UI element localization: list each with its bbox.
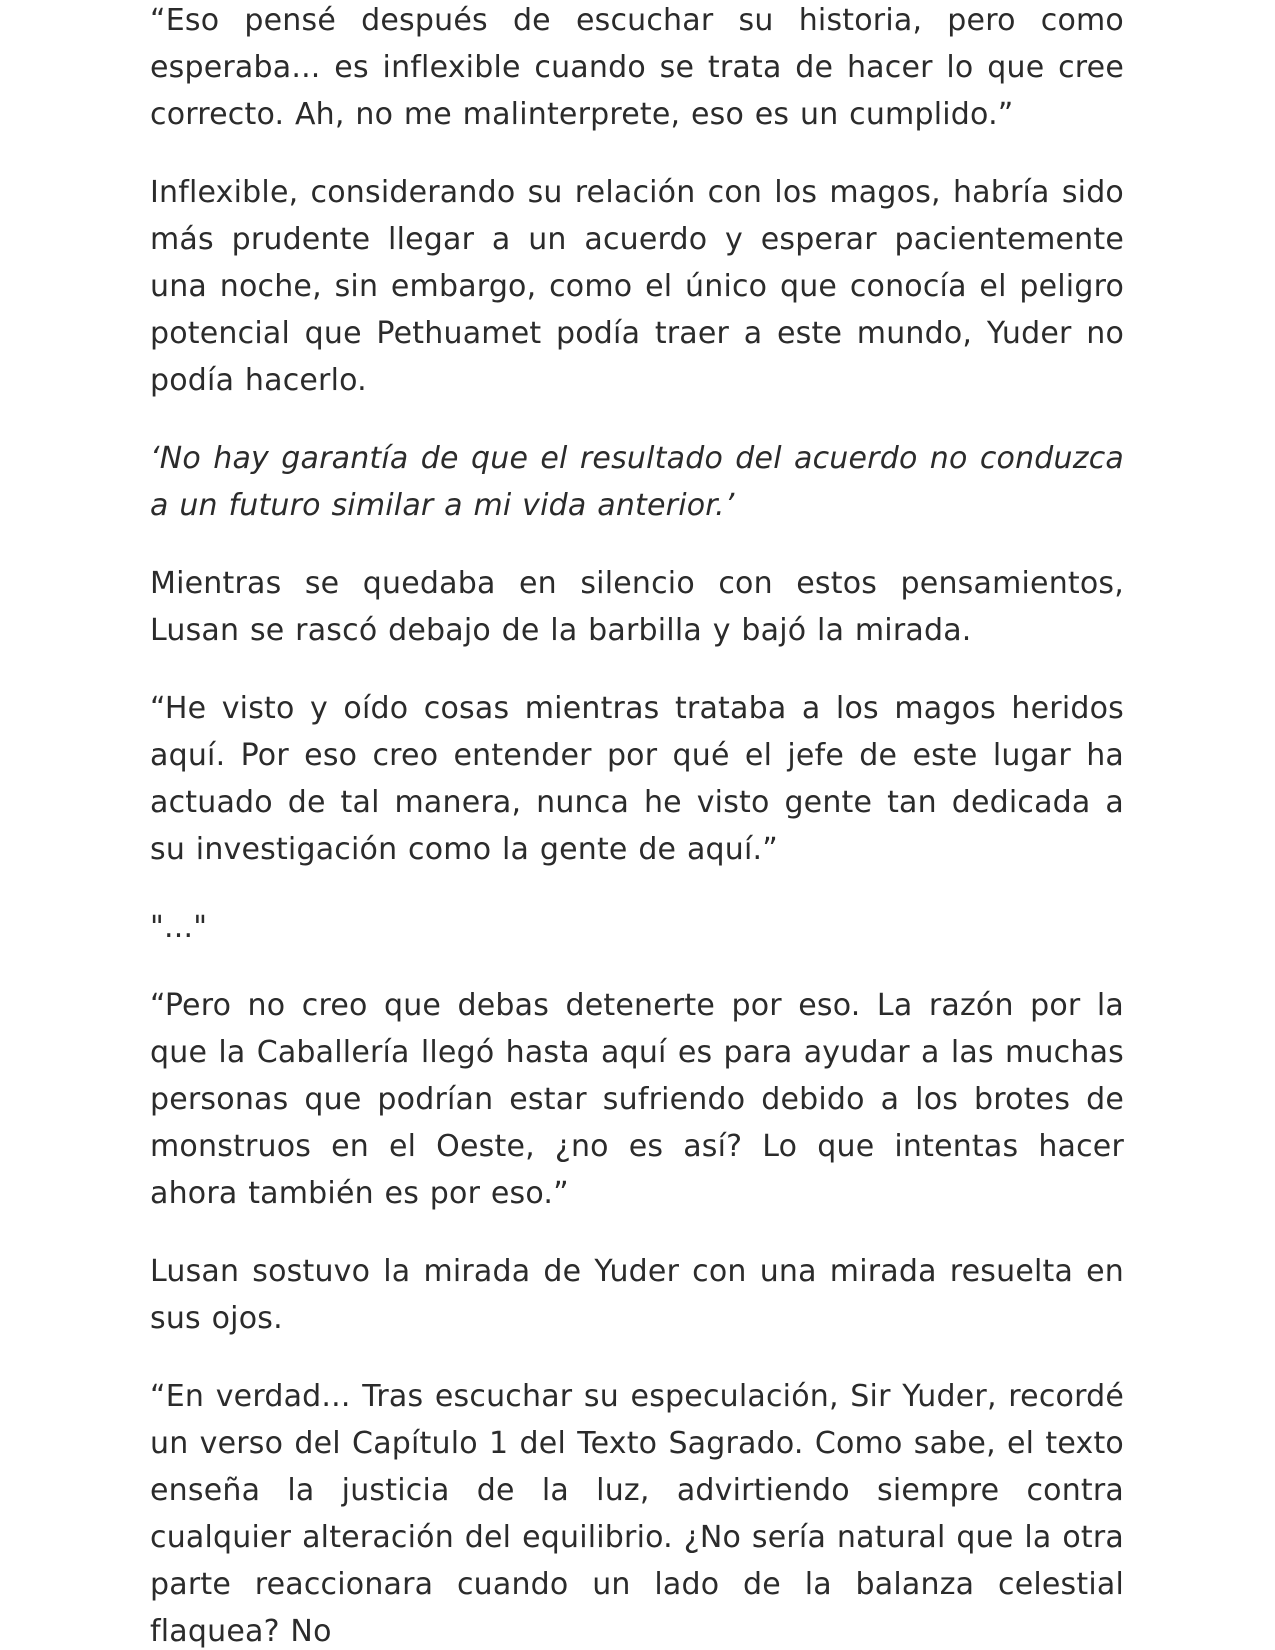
paragraph-3-thought: ‘No hay garantía de que el resultado del acuerdo no conduzca a un futuro similar a mi vida anterior.’ — [150, 441, 1124, 523]
paragraph-2: Inflexible, considerando su relación con los magos, habría sido más prudente llegar a un acuerdo y esperar pacientemente una noche, sin embargo, como el único que conocía el peligro potencial que Pethuamet podía traer a este mundo, Yuder no podía hacerlo. — [150, 175, 1124, 398]
paragraph-7: “Pero no creo que debas detenerte por eso. La razón por la que la Caballería llegó hasta aquí es para ayudar a las muchas personas que podrían estar sufriendo debido a los brotes de monstruos en el Oeste, ¿no es así? Lo que intentas hacer ahora también es por eso.” — [150, 988, 1124, 1211]
paragraph-6-ellipsis: "..." — [150, 910, 208, 945]
paragraph-8: Lusan sostuvo la mirada de Yuder con una mirada resuelta en sus ojos. — [150, 1254, 1124, 1336]
paragraph-1: “Eso pensé después de escuchar su historia, pero como esperaba... es inflexible cuando se trata de hacer lo que cree correcto. Ah, no me malinterprete, eso es un cumplido.” — [150, 3, 1124, 132]
paragraph-4: Mientras se quedaba en silencio con estos pensamientos, Lusan se rascó debajo de la barbilla y bajó la mirada. — [150, 566, 1124, 648]
paragraph-5: “He visto y oído cosas mientras trataba a los magos heridos aquí. Por eso creo entender por qué el jefe de este lugar ha actuado de tal manera, nunca he visto gente tan dedicada a su investigación como la gente de aquí.” — [150, 691, 1124, 867]
paragraph-9: “En verdad... Tras escuchar su especulación, Sir Yuder, recordé un verso del Capítulo 1 del Texto Sagrado. Como sabe, el texto enseña la justicia de la luz, advirtiendo siempre contra cualquier alteración del equilibrio. ¿No sería natural que la otra parte reaccionara cuando un lado de la balanza celestial flaquea? No — [150, 1379, 1124, 1649]
text-column — [150, 0, 1124, 1650]
